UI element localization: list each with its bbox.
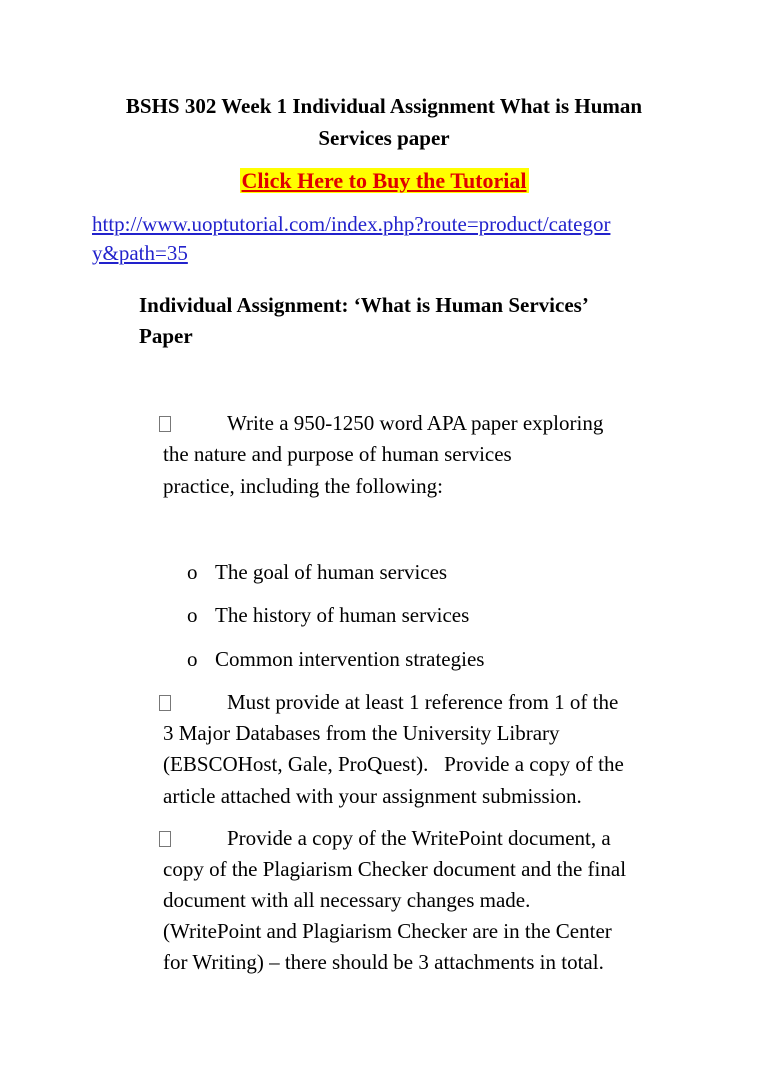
sub-bullet-marker: o [187,603,198,627]
bullet-box-icon [159,831,171,847]
buy-tutorial-link[interactable]: Click Here to Buy the Tutorial [241,168,527,193]
sub-bullet-marker: o [187,647,198,671]
bullet-2-line-2: 3 Major Databases from the University Library [163,721,560,745]
url-link-line-1[interactable]: http://www.uoptutorial.com/index.php?route=product/categor [92,212,611,236]
bullet-1-line-3: practice, including the following: [163,474,443,498]
sub-item-1: The goal of human services [215,560,448,584]
title-line-2: Services paper [318,126,450,150]
title-line-1: BSHS 302 Week 1 Individual Assignment What is Human [125,94,643,118]
bullet-3-line-3: document with all necessary changes made. [163,888,531,912]
bullet-3-line-1: Provide a copy of the WritePoint document, a [227,826,611,850]
sub-item-2: The history of human services [215,603,470,627]
bullet-2-line-1: Must provide at least 1 reference from 1 of the [227,690,619,714]
assignment-heading-line-2: Paper [139,324,193,348]
sub-bullet-marker: o [187,560,198,584]
bullet-box-icon [159,695,171,711]
assignment-heading-line-1: Individual Assignment: ‘What is Human Services’ [139,293,589,317]
bullet-2-line-4: article attached with your assignment submission. [163,784,582,808]
bullet-2-line-3: (EBSCOHost, Gale, ProQuest). Provide a copy of the [163,752,624,776]
url-link-line-2[interactable]: y&path=35 [92,241,188,265]
bullet-3-line-2: copy of the Plagiarism Checker document and the final [163,857,627,881]
bullet-3-line-4: (WritePoint and Plagiarism Checker are in the Center [163,919,612,943]
bullet-3-line-5: for Writing) – there should be 3 attachments in total. [163,950,604,974]
bullet-1-line-1: Write a 950-1250 word APA paper exploring [227,411,604,435]
bullet-box-icon [159,416,171,432]
bullet-1-line-2: the nature and purpose of human services [163,442,512,466]
sub-item-3: Common intervention strategies [215,647,485,671]
